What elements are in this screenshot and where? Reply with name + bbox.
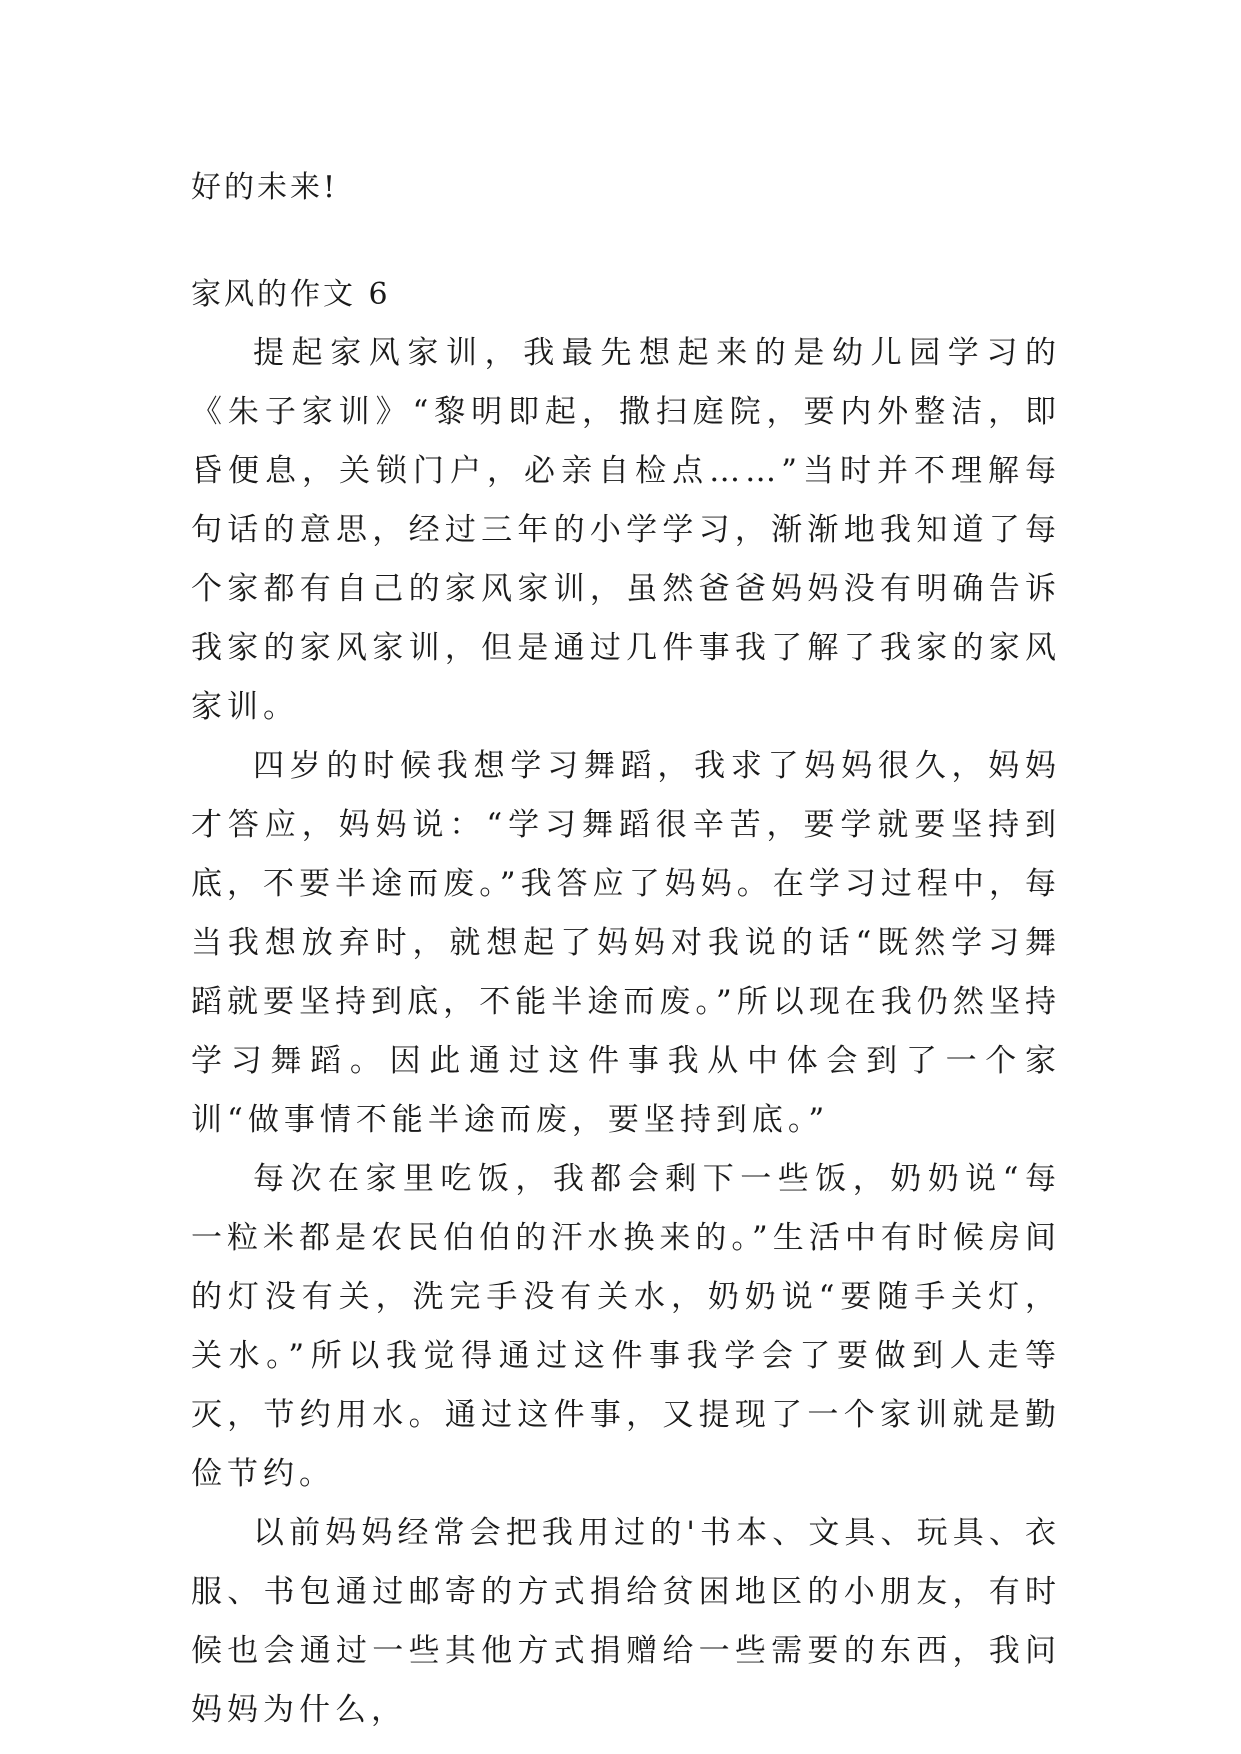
section-title: 家风的作文 6	[191, 277, 391, 312]
essay-paragraph-2: 四岁的时候我想学习舞蹈，我求了妈妈很久，妈妈才答应，妈妈说：“学习舞蹈很辛苦，要学就要坚持到底，不要半途而废。”我答应了妈妈。在学习过程中，每当我想放弃时，就想起了妈妈对我说的话“既然学习舞蹈就要坚持到底，不能半途而废。”所以现在我仍然坚持学习舞蹈。因此通过这件事我从中体会到了一个家训“做事情不能半途而废，要坚持到底。”	[191, 748, 1061, 1138]
essay-paragraph-1: 提起家风家训，我最先想起来的是幼儿园学习的《朱子家训》“黎明即起，撒扫庭院，要内外整洁，即昏便息，关锁门户，必亲自检点……”当时并不理解每句话的意思，经过三年的小学学习，渐渐地我知道了每个家都有自己的家风家训，虽然爸爸妈妈没有明确告诉我家的家风家训，但是通过几件事我了解了我家的家风家训。	[191, 335, 1061, 725]
continuation-text-block	[191, 158, 1061, 217]
essay-paragraph-4: 以前妈妈经常会把我用过的'书本、文具、玩具、衣服、书包通过邮寄的方式捐给贫困地区的小朋友，有时候也会通过一些其他方式捐赠给一些需要的东西，我问妈妈为什么，	[191, 1515, 1061, 1728]
essay-section	[191, 265, 1061, 1740]
essay-paragraph-3: 每次在家里吃饭，我都会剩下一些饭，奶奶说“每一粒米都是农民伯伯的汗水换来的。”生活中有时候房间的灯没有关，洗完手没有关水，奶奶说“要随手关灯，关水。”所以我觉得通过这件事我学会了要做到人走等灭，节约用水。通过这件事，又提现了一个家训就是勤俭节约。	[191, 1161, 1061, 1492]
continuation-text: 好的未来!	[191, 170, 339, 205]
